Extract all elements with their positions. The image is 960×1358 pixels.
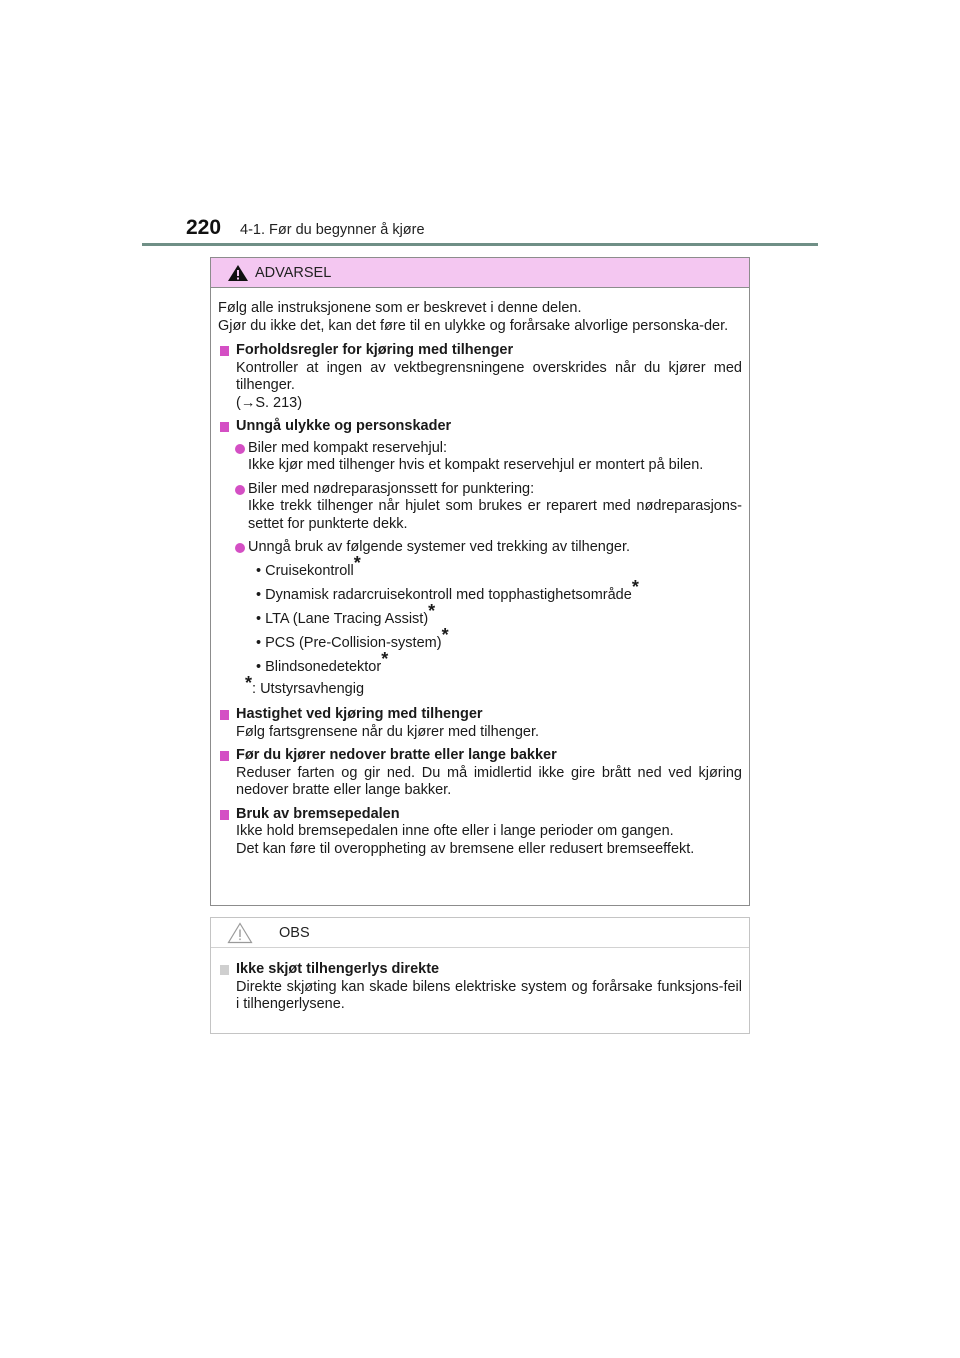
section-body-2: Det kan føre til overoppheting av bremsene eller redusert bremseeffekt. — [236, 840, 695, 857]
round-bullet-icon — [235, 485, 245, 495]
intro-line-1: Følg alle instruksjonene som er beskrevet i denne delen. — [218, 300, 582, 316]
section-heading — [218, 418, 742, 436]
footnote-star: * — [245, 672, 253, 693]
bullet-text: Ikke kjør med tilhenger hvis et kompakt reservehjul er montert på bilen. — [248, 457, 704, 473]
section-heading — [218, 961, 742, 979]
square-bullet-icon — [220, 751, 229, 761]
section-heading — [218, 806, 742, 824]
page-number: 220 — [186, 216, 222, 239]
system-item — [218, 624, 742, 653]
warning-header — [211, 258, 749, 288]
footnote — [218, 672, 742, 699]
square-bullet-icon — [220, 710, 229, 720]
system-item-label: • Cruisekontroll — [256, 562, 354, 579]
footnote-star: * — [381, 648, 389, 669]
section-heading-text: Hastighet ved kjøring med tilhenger — [236, 706, 483, 722]
system-item-label: • PCS (Pre-Collision-system) — [256, 634, 442, 651]
square-bullet-icon — [220, 346, 229, 356]
warning-intro — [218, 300, 742, 335]
bullet-text: Ikke trekk tilhenger når hjulet som brukes er reparert med nødreparasjons-settet for punkterte dekk. — [248, 498, 742, 532]
warning-triangle-icon — [227, 264, 249, 287]
square-bullet-icon — [220, 965, 229, 975]
section-body: Ikke hold bremsepedalen inne ofte eller i lange perioder om gangen. — [236, 823, 674, 839]
section-body: Følg fartsgrensene når du kjører med tilhenger. — [236, 723, 540, 740]
footnote-star: * — [631, 576, 639, 597]
warning-box — [210, 257, 750, 906]
notice-header — [211, 918, 749, 948]
list-item — [218, 481, 742, 534]
section-heading — [218, 747, 742, 765]
bullet-lead: Unngå bruk av følgende systemer ved trekking av tilhenger. — [248, 539, 631, 555]
section-heading — [218, 342, 742, 360]
section-heading-text: Ikke skjøt tilhengerlys direkte — [236, 961, 440, 977]
square-bullet-icon — [220, 810, 229, 820]
section-avoid-accidents — [218, 418, 742, 698]
notice-box — [210, 917, 750, 1034]
system-item — [218, 552, 742, 581]
section-brake-pedal — [218, 806, 742, 859]
system-item-label: • Blindsonedetektor — [256, 658, 382, 675]
notice-label: OBS — [279, 925, 310, 941]
round-bullet-icon — [235, 543, 245, 553]
section-heading-text: Forholdsregler for kjøring med tilhenger — [236, 342, 514, 358]
footnote-text: : Utstyrsavhengig — [252, 680, 365, 697]
system-item-label: • LTA (Lane Tracing Assist) — [256, 610, 429, 627]
header-rule — [142, 243, 818, 246]
section-heading-text: Bruk av bremsepedalen — [236, 805, 400, 822]
footnote-star: * — [428, 600, 436, 621]
section-trailer-precautions — [218, 342, 742, 412]
footnote-star: * — [353, 552, 361, 573]
section-heading — [218, 706, 742, 724]
round-bullet-icon — [235, 444, 245, 454]
system-item — [218, 648, 742, 677]
system-item — [218, 576, 742, 605]
warning-label: ADVARSEL — [255, 265, 332, 281]
list-item — [218, 539, 742, 557]
intro-line-2: Gjør du ikke det, kan det føre til en ulykke og forårsake alvorlige personska-der. — [218, 317, 729, 334]
section-steep-hills — [218, 747, 742, 800]
list-item — [218, 440, 742, 475]
section-heading-text: Unngå ulykke og personskader — [236, 418, 452, 434]
section-body: Kontroller at ingen av vektbegrensningene overskrides når du kjører med tilhenger. — [236, 359, 742, 393]
section-body: Reduser farten og gir ned. Du må imidlertid ikke gire brått ned ved kjøring nedover bratte eller lange bakker. — [236, 764, 742, 798]
system-item-label: • Dynamisk radarcruisekontroll med topphastighetsområde — [256, 586, 632, 603]
section-trailer-speed — [218, 706, 742, 741]
caution-triangle-outline-icon — [227, 922, 253, 949]
page-reference: (→S. 213) — [236, 394, 303, 411]
section-body: Direkte skjøting kan skade bilens elektriske system og forårsake funksjons-feil i tilhengerlysene. — [236, 978, 742, 1012]
bullet-lead: Biler med kompakt reservehjul: — [248, 439, 448, 456]
section-heading-text: Før du kjører nedover bratte eller lange bakker — [236, 747, 557, 763]
section-title: 4-1. Før du begynner å kjøre — [240, 222, 425, 238]
square-bullet-icon — [220, 422, 229, 432]
footnote-star: * — [441, 624, 449, 645]
bullet-lead: Biler med nødreparasjonssett for punktering: — [248, 480, 535, 497]
system-item — [218, 600, 742, 629]
